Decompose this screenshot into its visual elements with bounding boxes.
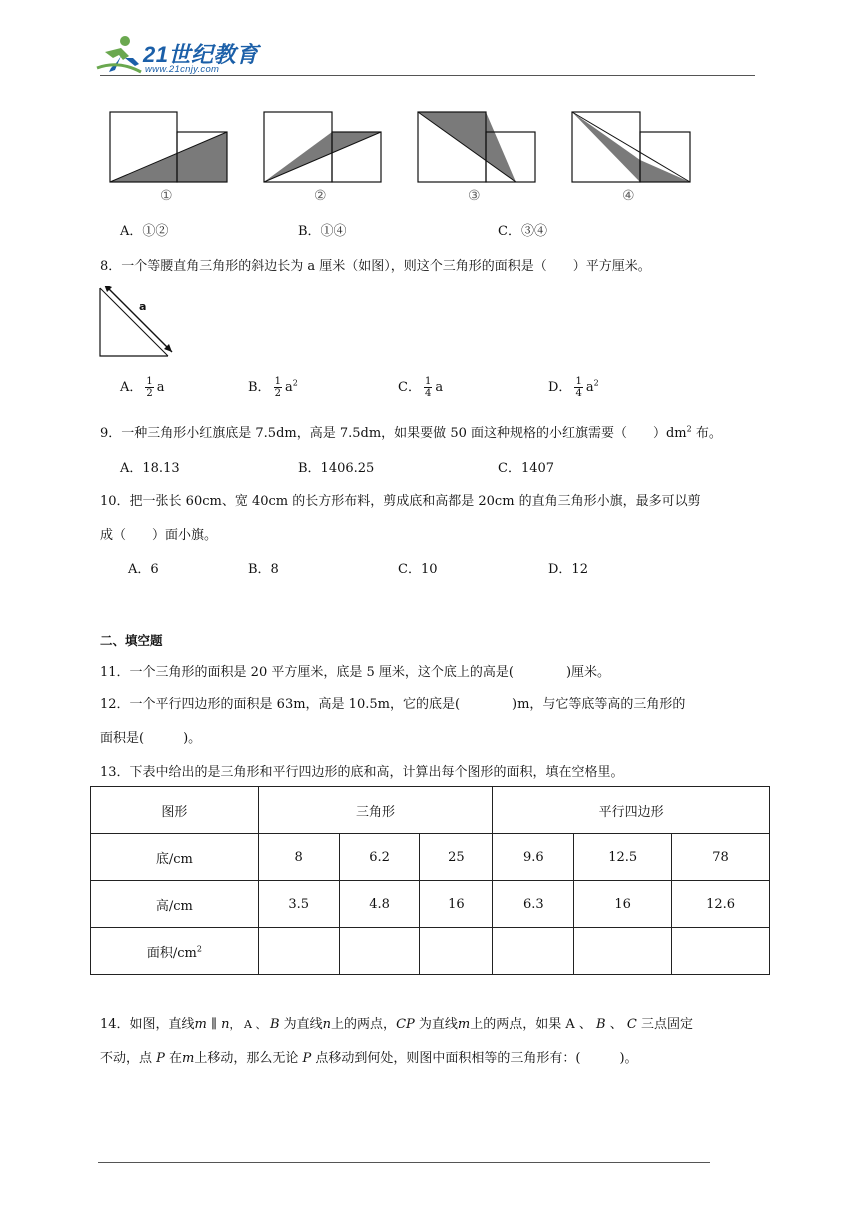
q14-text-line1: 14．如图，直线m ∥ n， A 、 B 为直线n上的两点，CP 为直线m上的两点，如果 A 、 B 、 C 三点固定 [100,1017,693,1032]
section-title-fill-blank: 二、填空题 [100,633,163,648]
fraction: $\frac{1}{2}$ [146,376,153,399]
q7-option-b[interactable]: B．①④ [298,224,347,239]
table-row-label: 高/cm [91,881,259,928]
figure-4 [572,112,690,182]
fraction: $\frac{1}{4}$ [575,376,582,399]
logo-url-text: www.21cnjy.com [145,64,220,75]
table-header-cell: 图形 [91,787,259,834]
table-cell: 8 [258,834,339,881]
table-header-cell: 平行四边形 [493,787,770,834]
q10-option-b[interactable]: B．8 [248,562,279,577]
fraction: $\frac{1}{4}$ [424,376,432,399]
table-cell: 16 [420,881,493,928]
table-row-label: 底/cm [91,834,259,881]
q8-figure-label: a [139,300,147,313]
q12-text-line2: 面积是( )。 [100,731,202,746]
option-letter: D． [548,380,572,395]
q10-option-d[interactable]: D．12 [548,562,588,577]
q10-option-a[interactable]: A．6 [128,562,159,577]
q7-option-a[interactable]: A．①② [120,224,169,239]
answer-cell[interactable] [493,928,574,975]
figure-2 [264,112,381,182]
answer-cell[interactable] [258,928,339,975]
q10-option-c[interactable]: C．10 [398,562,438,577]
header-rule [100,75,755,76]
option-letter: A． [120,380,143,395]
table-cell: 25 [420,834,493,881]
q12-text-line1: 12．一个平行四边形的面积是 63m，高是 10.5m，它的底是( )m，与它等底等高的三角形的 [100,697,686,712]
q14-text-line2: 不动，点 P 在m上移动，那么无论 P 点移动到何处，则图中面积相等的三角形有：( )。 [100,1051,638,1066]
table-row-label: 面积$/cm^2$ [91,928,259,975]
table-cell: 16 [574,881,672,928]
table-cell: 78 [672,834,770,881]
q8-triangle-figure [98,286,183,361]
q9-option-c[interactable]: C．1407 [498,461,555,476]
q13-text: 13．下表中给出的是三角形和平行四边形的底和高，计算出每个图形的面积，填在空格里。 [100,765,624,780]
figure-1 [110,112,227,182]
q8-option-d[interactable]: D． $\frac{1}{4}$ $a^2$ [548,376,599,399]
figure-label-4: ④ [622,188,635,204]
figure-label-3: ③ [468,188,481,204]
site-logo [95,34,265,78]
table-cell: 9.6 [493,834,574,881]
table-cell: 12.5 [574,834,672,881]
table-cell: 6.3 [493,881,574,928]
q9-option-b[interactable]: B．1406.25 [298,461,375,476]
option-letter: C． [398,380,421,395]
figure-label-1: ① [160,188,173,204]
q8-option-a[interactable]: A． $\frac{1}{2}$ a [120,376,165,399]
table-cell: 3.5 [258,881,339,928]
q9-text: 9．一种三角形小红旗底是 7.5dm，高是 7.5dm，如果要做 50 面这种规格的小红旗需要（ ）$dm^2$ 布。 [100,424,722,441]
q8-option-c[interactable]: C． $\frac{1}{4}$ a [398,376,444,399]
table-row [91,928,770,975]
area-table [90,786,770,975]
answer-cell[interactable] [420,928,493,975]
table-cell: 12.6 [672,881,770,928]
footer-rule [98,1162,710,1163]
q9-option-a[interactable]: A．18.13 [120,461,180,476]
table-header-cell: 三角形 [258,787,493,834]
option-letter: B． [248,380,271,395]
answer-cell[interactable] [672,928,770,975]
fraction: $\frac{1}{2}$ [274,376,281,399]
logo-main-text: 21世纪教育 [143,42,259,67]
runner-logo-icon [95,34,143,76]
figure-3 [418,112,535,182]
q10-text-line1: 10．把一张长 60cm、宽 40cm 的长方形布料，剪成底和高都是 20cm 的直角三角形小旗，最多可以剪 [100,494,701,509]
answer-cell[interactable] [574,928,672,975]
table-cell: 6.2 [339,834,420,881]
table-row [91,834,770,881]
table-row [91,881,770,928]
figure-label-2: ② [314,188,327,204]
q7-option-c[interactable]: C．③④ [498,224,547,239]
table-row [91,787,770,834]
q8-text: 8．一个等腰直角三角形的斜边长为 a 厘米（如图），则这个三角形的面积是（ ）平方厘米。 [100,259,651,274]
q10-text-line2: 成（ ）面小旗。 [100,528,218,543]
table-cell: 4.8 [339,881,420,928]
q11-text: 11．一个三角形的面积是 20 平方厘米，底是 5 厘米，这个底上的高是( )厘米。 [100,665,611,680]
q8-option-b[interactable]: B． $\frac{1}{2}$ $a^2$ [248,376,298,399]
answer-cell[interactable] [339,928,420,975]
